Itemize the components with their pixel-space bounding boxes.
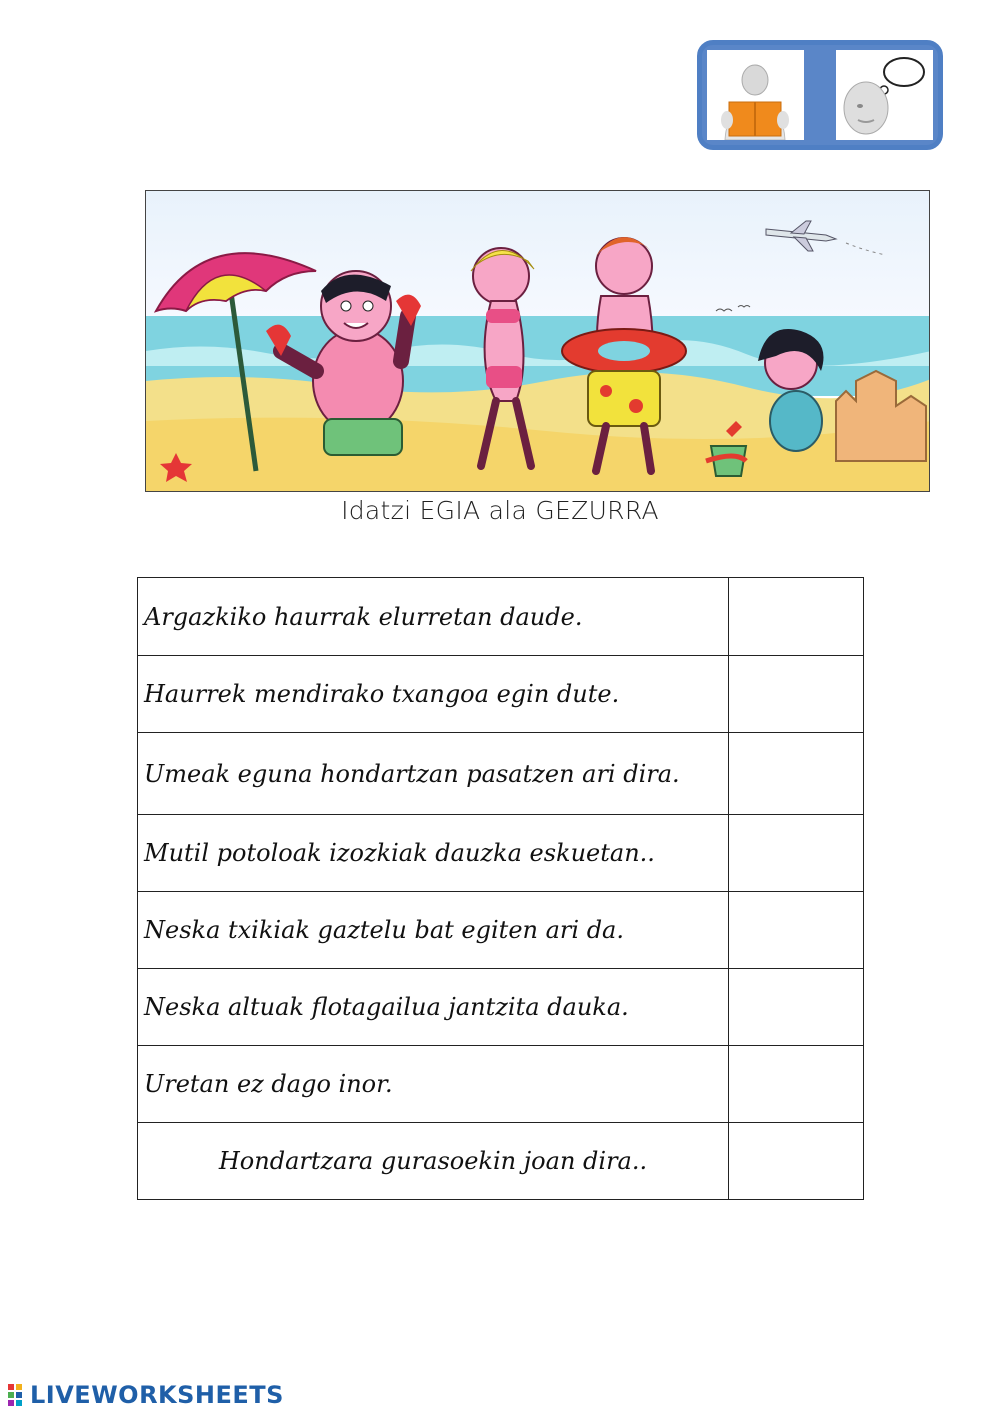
statement-cell: Neska txikiak gaztelu bat egiten ari da. <box>138 892 729 969</box>
beach-scene-illustration <box>145 190 930 492</box>
table-row <box>138 815 864 892</box>
answer-field[interactable] <box>729 1046 864 1123</box>
answer-field[interactable] <box>729 733 864 815</box>
statement-cell: Hondartzara gurasoekin joan dira.. <box>138 1123 729 1200</box>
table-row <box>138 892 864 969</box>
table-row <box>138 1123 864 1200</box>
table-row <box>138 578 864 656</box>
liveworksheets-logo-icon <box>8 1384 30 1406</box>
answer-field[interactable] <box>729 892 864 969</box>
pictogram-panel <box>697 40 943 150</box>
statement-cell: Haurrek mendirako txangoa egin dute. <box>138 656 729 733</box>
statement-cell: Mutil potoloak izozkiak dauzka eskuetan.. <box>138 815 729 892</box>
true-false-table <box>137 577 864 1200</box>
table-row <box>138 733 864 815</box>
footer-brand-text: LIVEWORKSHEETS <box>30 1381 284 1409</box>
instruction-text: Idatzi EGIA ala GEZURRA <box>341 496 659 525</box>
table-row <box>138 656 864 733</box>
statement-cell: Argazkiko haurrak elurretan daude. <box>138 578 729 656</box>
statement-cell: Umeak eguna hondartzan pasatzen ari dira. <box>138 733 729 815</box>
answer-field[interactable] <box>729 969 864 1046</box>
thinking-person-icon <box>836 50 933 140</box>
table-row <box>138 969 864 1046</box>
footer-brand <box>8 1380 284 1410</box>
answer-field[interactable] <box>729 1123 864 1200</box>
statement-cell: Neska altuak flotagailua jantzita dauka. <box>138 969 729 1046</box>
reading-person-icon <box>707 50 804 140</box>
answer-field[interactable] <box>729 656 864 733</box>
answer-field[interactable] <box>729 815 864 892</box>
answer-field[interactable] <box>729 578 864 656</box>
table-row <box>138 1046 864 1123</box>
statement-cell: Uretan ez dago inor. <box>138 1046 729 1123</box>
